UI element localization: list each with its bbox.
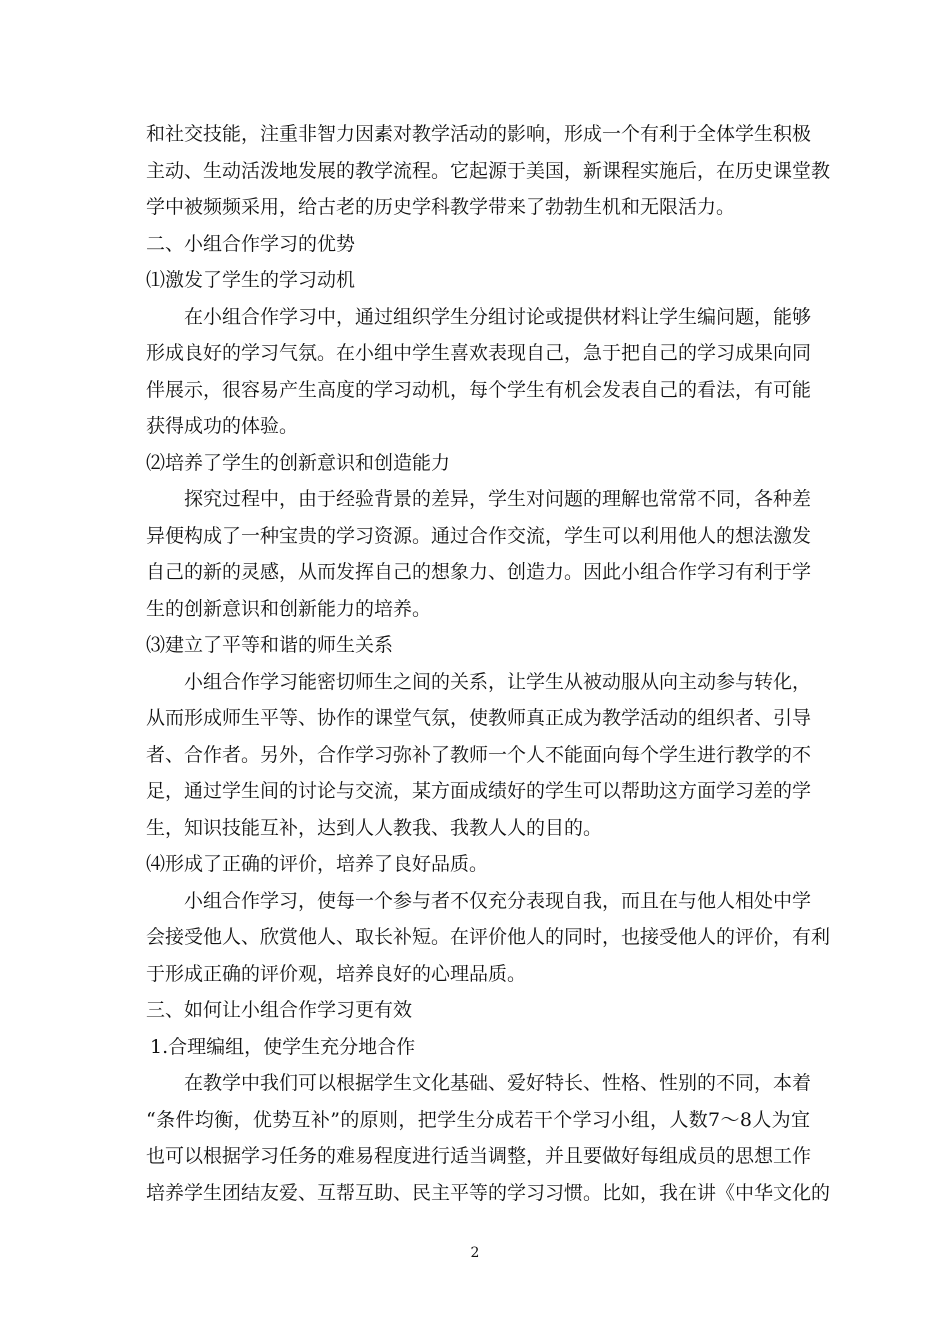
text-line-20: 生，知识技能互补，达到人人教我、我教人人的目的。 [146, 816, 603, 839]
subheading-1: ⑴激发了学生的学习动机 [146, 269, 356, 291]
subheading-3: ⑶建立了平等和谐的师生关系 [146, 634, 394, 656]
section-heading-3: 三、如何让小组合作学习更有效 [146, 999, 413, 1021]
text-line-14: 生的创新意识和创新能力的培养。 [146, 597, 432, 620]
text-line-6: 在小组合作学习中，通过组织学生分组讨论或提供材料让学生编问题，能够 [184, 305, 812, 328]
text-line-1: 和社交技能，注重非智力因素对教学活动的影响，形成一个有利于全体学生积极 [146, 123, 812, 145]
numbered-heading-1: 1.合理编组，使学生充分地合作 [150, 1035, 416, 1058]
text-line-7: 形成良好的学习气氛。在小组中学生喜欢表现自己，急于把自己的学习成果向同 [146, 342, 812, 364]
text-line-12: 异便构成了一种宝贵的学习资源。通过合作交流，学生可以利用他人的想法激发 [146, 524, 812, 547]
text-line-27: 在教学中我们可以根据学生文化基础、爱好特长、性格、性别的不同，本着 [184, 1072, 812, 1094]
text-line-11: 探究过程中，由于经验背景的差异，学生对问题的理解也常常不同，各种差 [184, 488, 812, 510]
text-line-24: 于形成正确的评价观，培养良好的心理品质。 [146, 962, 527, 985]
text-line-8: 伴展示，很容易产生高度的学习动机，每个学生有机会发表自己的看法，有可能 [146, 378, 812, 401]
text-line-30: 培养学生团结友爱、互帮互助、民主平等的学习习惯。比如，我在讲《中华文化的 [146, 1181, 831, 1204]
text-line-29: 也可以根据学习任务的难易程度进行适当调整，并且要做好每组成员的思想工作 [146, 1145, 812, 1167]
text-line-9: 获得成功的体验。 [146, 415, 299, 437]
subheading-2: ⑵培养了学生的创新意识和创造能力 [146, 451, 451, 474]
section-heading-2: 二、小组合作学习的优势 [146, 232, 356, 255]
subheading-4: ⑷形成了正确的评价，培养了良好品质。 [146, 853, 489, 875]
text-line-3: 学中被频频采用，给古老的历史学科教学带来了勃勃生机和无限活力。 [146, 196, 736, 218]
text-line-18: 者、合作者。另外，合作学习弥补了教师一个人不能面向每个学生进行教学的不 [146, 743, 812, 766]
text-line-16: 小组合作学习能密切师生之间的关系，让学生从被动服从向主动参与转化， [184, 670, 812, 693]
document-body [146, 116, 831, 1211]
text-line-17: 从而形成师生平等、协作的课堂气氛，使教师真正成为教学活动的组织者、引导 [146, 707, 812, 729]
text-line-22: 小组合作学习，使每一个参与者不仅充分表现自我，而且在与他人相处中学 [184, 889, 812, 912]
text-line-2: 主动、生动活泼地发展的教学流程。它起源于美国，新课程实施后，在历史课堂教 [146, 159, 831, 182]
text-line-28: “条件均衡，优势互补”的原则，把学生分成若干个学习小组，人数7～8人为宜 [146, 1108, 810, 1131]
text-line-13: 自己的新的灵感，从而发挥自己的想象力、创造力。因此小组合作学习有利于学 [146, 561, 812, 583]
text-line-23: 会接受他人、欣赏他人、取长补短。在评价他人的同时，也接受他人的评价，有利 [146, 926, 831, 948]
page-number: 2 [470, 1245, 480, 1261]
text-line-19: 足，通过学生间的讨论与交流，某方面成绩好的学生可以帮助这方面学习差的学 [146, 780, 812, 802]
